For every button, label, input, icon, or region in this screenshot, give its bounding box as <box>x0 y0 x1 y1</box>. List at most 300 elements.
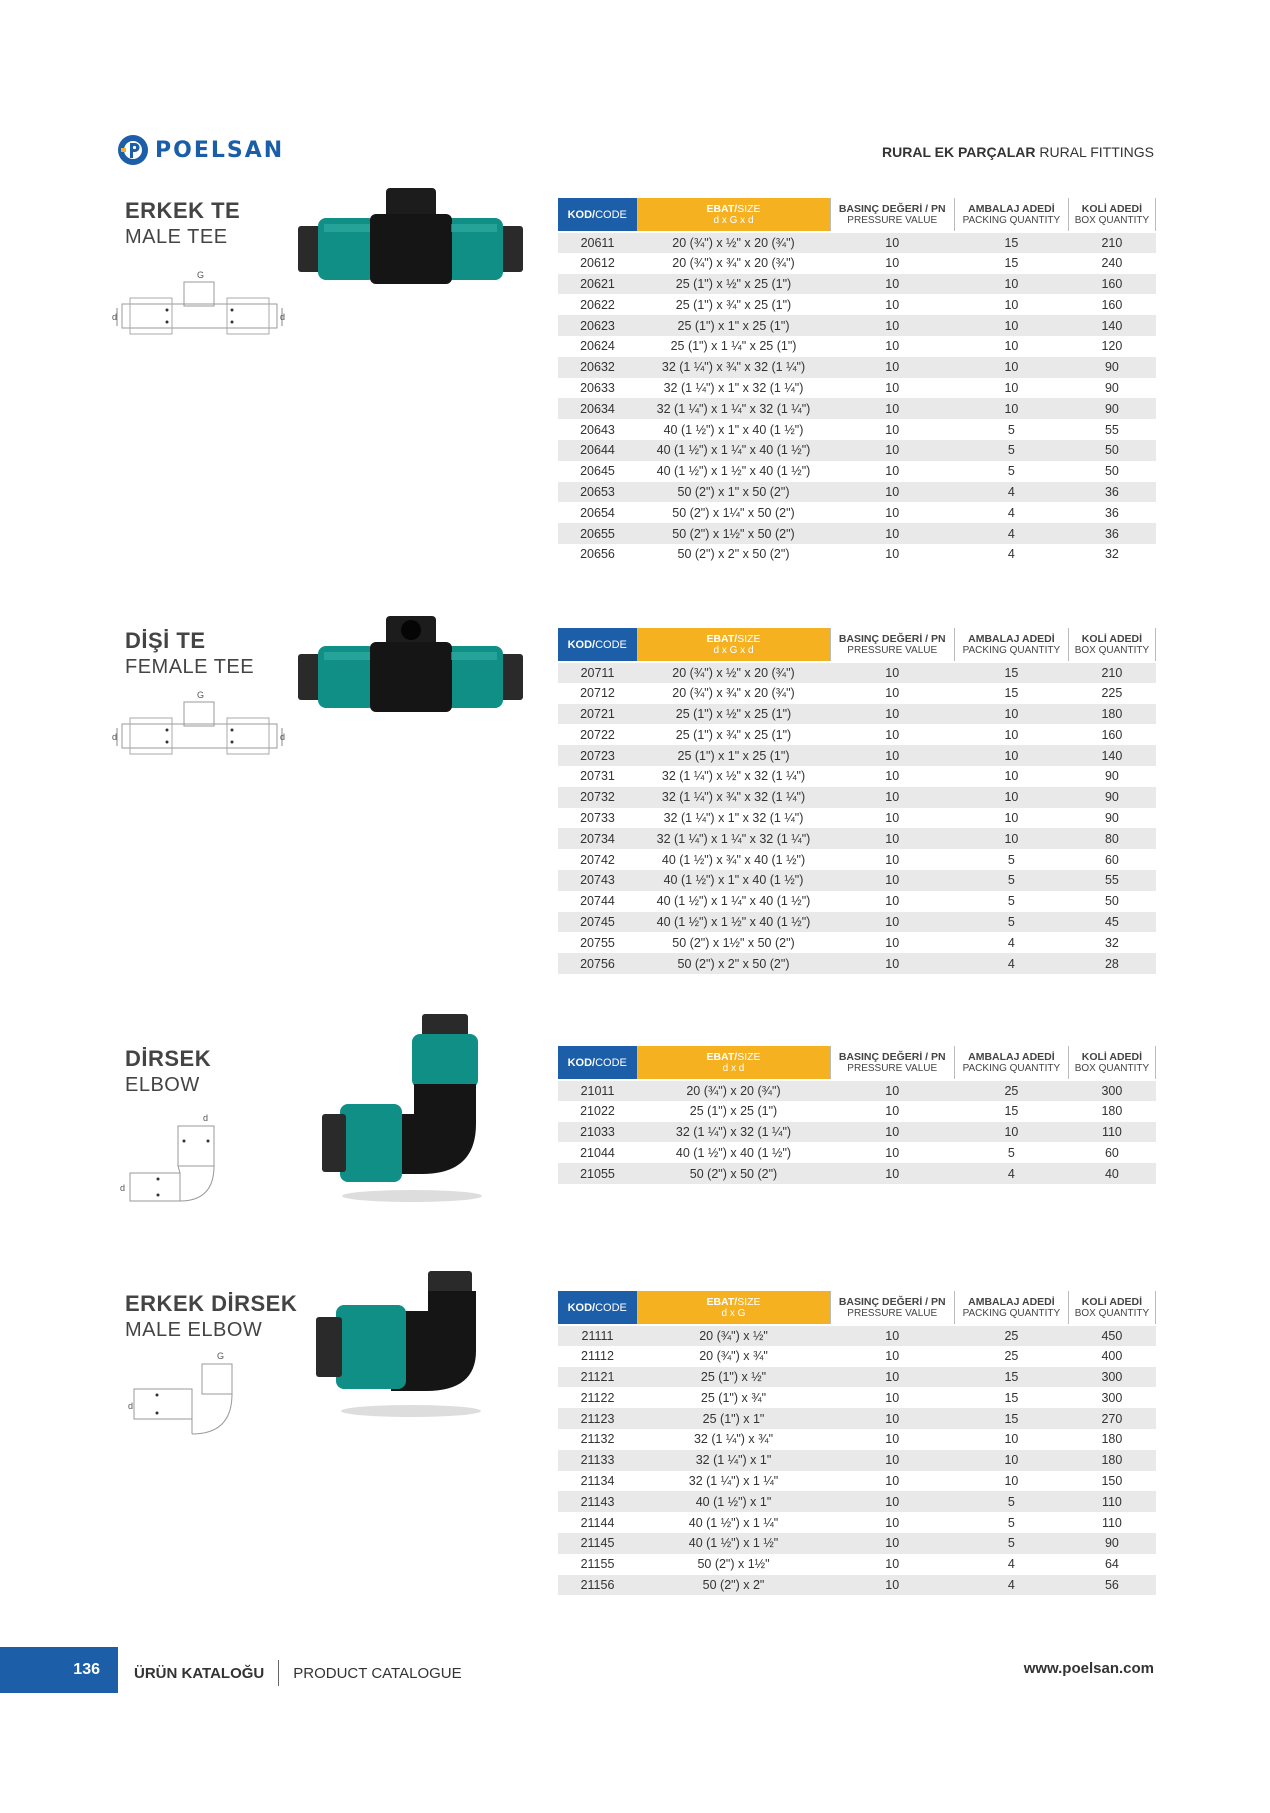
male-tee-diagram <box>112 268 287 348</box>
cell-size: 32 (1 ¼") x 1 ¼" <box>637 1471 830 1492</box>
table-row <box>558 745 1156 766</box>
cell-code: 20622 <box>558 294 637 315</box>
cell-code: 20621 <box>558 274 637 295</box>
cell-code: 20644 <box>558 440 637 461</box>
table-row <box>558 953 1156 974</box>
brand-name: POELSAN <box>155 137 285 163</box>
header-packing: AMBALAJ ADEDİ PACKING QUANTITY <box>954 1291 1068 1325</box>
cell-code: 21132 <box>558 1429 637 1450</box>
cell-packing: 4 <box>954 523 1068 544</box>
cell-pressure: 10 <box>830 932 954 953</box>
table-row <box>558 253 1156 274</box>
footer-divider <box>278 1660 279 1686</box>
table-row <box>558 1491 1156 1512</box>
table-body <box>558 662 1156 974</box>
header-code: KOD/CODE <box>558 1291 637 1325</box>
cell-box: 40 <box>1068 1163 1155 1184</box>
table-row <box>558 1387 1156 1408</box>
cell-packing: 10 <box>954 787 1068 808</box>
cell-size: 20 (¾") x 20 (¾") <box>637 1080 830 1101</box>
table-row <box>558 1080 1156 1101</box>
cell-size: 50 (2") x 1½" x 50 (2") <box>637 523 830 544</box>
section-subtitle: FEMALE TEE <box>125 656 255 678</box>
cell-code: 21112 <box>558 1346 637 1367</box>
cell-size: 20 (¾") x ¾" x 20 (¾") <box>637 253 830 274</box>
cell-size: 20 (¾") x ½" <box>637 1325 830 1346</box>
cell-code: 20745 <box>558 912 637 933</box>
header-pressure: BASINÇ DEĞERİ / PN PRESSURE VALUE <box>830 628 954 662</box>
cell-size: 32 (1 ¼") x ¾" <box>637 1429 830 1450</box>
diagram-label-d-right: d <box>280 732 286 742</box>
diagram-label-g: G <box>197 270 205 280</box>
cell-pressure: 10 <box>830 1080 954 1101</box>
cell-packing: 5 <box>954 1512 1068 1533</box>
table-row <box>558 1512 1156 1533</box>
cell-packing: 10 <box>954 745 1068 766</box>
header-pressure: BASINÇ DEĞERİ / PN PRESSURE VALUE <box>830 198 954 232</box>
header-size: EBAT/SIZE d x G x d <box>637 198 830 232</box>
table-row <box>558 1163 1156 1184</box>
cell-box: 150 <box>1068 1471 1155 1492</box>
cell-pressure: 10 <box>830 253 954 274</box>
table-row <box>558 1142 1156 1163</box>
table-row <box>558 502 1156 523</box>
cell-pressure: 10 <box>830 912 954 933</box>
cell-box: 50 <box>1068 891 1155 912</box>
page-category <box>882 144 1154 160</box>
cell-box: 28 <box>1068 953 1155 974</box>
cell-pressure: 10 <box>830 336 954 357</box>
cell-code: 20742 <box>558 849 637 870</box>
website-link[interactable]: www.poelsan.com <box>1023 1660 1154 1677</box>
table-body <box>558 232 1156 565</box>
cell-box: 90 <box>1068 357 1155 378</box>
header-pressure: BASINÇ DEĞERİ / PN PRESSURE VALUE <box>830 1046 954 1080</box>
cell-packing: 5 <box>954 1142 1068 1163</box>
cell-code: 20734 <box>558 828 637 849</box>
diagram-label-g: G <box>217 1351 225 1361</box>
header-code: KOD/CODE <box>558 198 637 232</box>
male-elbow-diagram <box>122 1349 262 1449</box>
table-row <box>558 808 1156 829</box>
cell-size: 20 (¾") x ½" x 20 (¾") <box>637 662 830 683</box>
section-subtitle: MALE TEE <box>125 226 228 248</box>
table-row <box>558 1367 1156 1388</box>
cell-pressure: 10 <box>830 828 954 849</box>
table-row <box>558 1429 1156 1450</box>
female-tee-product-image <box>298 616 523 716</box>
table-body <box>558 1080 1156 1184</box>
cell-size: 32 (1 ¼") x ¾" x 32 (1 ¼") <box>637 787 830 808</box>
cell-pressure: 10 <box>830 440 954 461</box>
cell-size: 32 (1 ¼") x 1 ¼" x 32 (1 ¼") <box>637 828 830 849</box>
table-row <box>558 1346 1156 1367</box>
table-header-row <box>558 198 1156 232</box>
cell-packing: 10 <box>954 274 1068 295</box>
cell-box: 90 <box>1068 766 1155 787</box>
table-row <box>558 1122 1156 1143</box>
cell-box: 90 <box>1068 398 1155 419</box>
cell-code: 20655 <box>558 523 637 544</box>
cell-box: 36 <box>1068 482 1155 503</box>
table-row <box>558 1450 1156 1471</box>
cell-box: 270 <box>1068 1408 1155 1429</box>
cell-box: 140 <box>1068 745 1155 766</box>
cell-size: 32 (1 ¼") x 1" <box>637 1450 830 1471</box>
cell-packing: 10 <box>954 315 1068 336</box>
table-row <box>558 357 1156 378</box>
table-row <box>558 849 1156 870</box>
cell-box: 210 <box>1068 232 1155 253</box>
cell-pressure: 10 <box>830 461 954 482</box>
cell-pressure: 10 <box>830 1491 954 1512</box>
cell-packing: 15 <box>954 683 1068 704</box>
page-number: 136 <box>0 1647 118 1693</box>
section-subtitle: ELBOW <box>125 1074 200 1096</box>
cell-packing: 10 <box>954 357 1068 378</box>
table-row <box>558 828 1156 849</box>
table-row <box>558 274 1156 295</box>
table-row <box>558 315 1156 336</box>
header-size: EBAT/SIZE d x G x d <box>637 628 830 662</box>
cell-code: 20653 <box>558 482 637 503</box>
cell-packing: 10 <box>954 1122 1068 1143</box>
cell-code: 20611 <box>558 232 637 253</box>
cell-box: 160 <box>1068 274 1155 295</box>
cell-box: 140 <box>1068 315 1155 336</box>
cell-size: 40 (1 ½") x 1" x 40 (1 ½") <box>637 419 830 440</box>
cell-packing: 10 <box>954 766 1068 787</box>
cell-box: 60 <box>1068 849 1155 870</box>
header-code: KOD/CODE <box>558 628 637 662</box>
cell-packing: 15 <box>954 1408 1068 1429</box>
cell-code: 21123 <box>558 1408 637 1429</box>
table-row <box>558 870 1156 891</box>
table-row <box>558 1325 1156 1346</box>
cell-code: 21133 <box>558 1450 637 1471</box>
cell-pressure: 10 <box>830 1450 954 1471</box>
cell-code: 20634 <box>558 398 637 419</box>
section-title: ERKEK TE <box>125 198 241 223</box>
cell-size: 50 (2") x 50 (2") <box>637 1163 830 1184</box>
cell-packing: 5 <box>954 419 1068 440</box>
cell-box: 300 <box>1068 1080 1155 1101</box>
cell-packing: 15 <box>954 1101 1068 1122</box>
cell-size: 40 (1 ½") x 1 ½" <box>637 1533 830 1554</box>
cell-pressure: 10 <box>830 1408 954 1429</box>
cell-code: 20732 <box>558 787 637 808</box>
cell-box: 225 <box>1068 683 1155 704</box>
cell-box: 400 <box>1068 1346 1155 1367</box>
cell-packing: 15 <box>954 1367 1068 1388</box>
header-box: KOLİ ADEDİ BOX QUANTITY <box>1068 628 1155 662</box>
cell-packing: 4 <box>954 1163 1068 1184</box>
header-code: KOD/CODE <box>558 1046 637 1080</box>
table-row <box>558 1575 1156 1596</box>
cell-size: 25 (1") x ½" <box>637 1367 830 1388</box>
cell-packing: 10 <box>954 1429 1068 1450</box>
cell-size: 40 (1 ½") x 1 ½" x 40 (1 ½") <box>637 461 830 482</box>
cell-size: 50 (2") x 2" <box>637 1575 830 1596</box>
cell-packing: 15 <box>954 1387 1068 1408</box>
table-row <box>558 1101 1156 1122</box>
cell-box: 210 <box>1068 662 1155 683</box>
cell-box: 180 <box>1068 1101 1155 1122</box>
cell-size: 32 (1 ¼") x ¾" x 32 (1 ¼") <box>637 357 830 378</box>
cell-code: 20612 <box>558 253 637 274</box>
cell-code: 21145 <box>558 1533 637 1554</box>
cell-code: 21111 <box>558 1325 637 1346</box>
cell-code: 20633 <box>558 378 637 399</box>
cell-box: 64 <box>1068 1554 1155 1575</box>
cell-size: 25 (1") x ½" x 25 (1") <box>637 704 830 725</box>
cell-packing: 5 <box>954 891 1068 912</box>
cell-pressure: 10 <box>830 1429 954 1450</box>
diagram-label-d-left: d <box>112 732 118 742</box>
header-box: KOLİ ADEDİ BOX QUANTITY <box>1068 198 1155 232</box>
header-pressure: BASINÇ DEĞERİ / PN PRESSURE VALUE <box>830 1291 954 1325</box>
table-row <box>558 544 1156 565</box>
cell-code: 21144 <box>558 1512 637 1533</box>
cell-size: 25 (1") x ½" x 25 (1") <box>637 274 830 295</box>
cell-box: 55 <box>1068 419 1155 440</box>
diagram-label-d: d <box>128 1401 134 1411</box>
cell-pressure: 10 <box>830 398 954 419</box>
cell-box: 60 <box>1068 1142 1155 1163</box>
cell-pressure: 10 <box>830 1367 954 1388</box>
diagram-label-d-left: d <box>120 1183 126 1193</box>
cell-box: 56 <box>1068 1575 1155 1596</box>
cell-pressure: 10 <box>830 704 954 725</box>
cell-box: 90 <box>1068 808 1155 829</box>
cell-packing: 10 <box>954 808 1068 829</box>
table-row <box>558 766 1156 787</box>
table-header-row <box>558 1046 1156 1080</box>
cell-box: 110 <box>1068 1122 1155 1143</box>
cell-pressure: 10 <box>830 315 954 336</box>
table-header-row <box>558 1291 1156 1325</box>
cell-pressure: 10 <box>830 232 954 253</box>
header-packing: AMBALAJ ADEDİ PACKING QUANTITY <box>954 1046 1068 1080</box>
cell-box: 90 <box>1068 378 1155 399</box>
cell-pressure: 10 <box>830 870 954 891</box>
cell-box: 32 <box>1068 932 1155 953</box>
table-row <box>558 378 1156 399</box>
cell-pressure: 10 <box>830 274 954 295</box>
table-row <box>558 232 1156 253</box>
cell-packing: 5 <box>954 849 1068 870</box>
cell-size: 40 (1 ½") x 1" <box>637 1491 830 1512</box>
cell-size: 40 (1 ½") x ¾" x 40 (1 ½") <box>637 849 830 870</box>
cell-pressure: 10 <box>830 808 954 829</box>
cell-packing: 4 <box>954 1554 1068 1575</box>
cell-code: 20755 <box>558 932 637 953</box>
cell-size: 32 (1 ¼") x 1" x 32 (1 ¼") <box>637 808 830 829</box>
cell-size: 40 (1 ½") x 1 ¼" <box>637 1512 830 1533</box>
cell-size: 32 (1 ¼") x 32 (1 ¼") <box>637 1122 830 1143</box>
table-row <box>558 1533 1156 1554</box>
table-row <box>558 294 1156 315</box>
brand-logo <box>117 134 284 166</box>
cell-pressure: 10 <box>830 953 954 974</box>
table-row <box>558 1471 1156 1492</box>
cell-pressure: 10 <box>830 745 954 766</box>
table-row <box>558 932 1156 953</box>
cell-packing: 25 <box>954 1346 1068 1367</box>
section-title: DİRSEK <box>125 1046 212 1071</box>
cell-box: 50 <box>1068 440 1155 461</box>
diagram-label-d-left: d <box>112 312 118 322</box>
footer-catalogue <box>134 1660 462 1686</box>
table-row <box>558 523 1156 544</box>
cell-box: 450 <box>1068 1325 1155 1346</box>
cell-packing: 4 <box>954 544 1068 565</box>
cell-code: 21155 <box>558 1554 637 1575</box>
diagram-label-d-right: d <box>280 312 286 322</box>
cell-size: 32 (1 ¼") x ½" x 32 (1 ¼") <box>637 766 830 787</box>
table-row <box>558 419 1156 440</box>
female-tee-table <box>558 628 1156 974</box>
cell-size: 25 (1") x 1 ¼" x 25 (1") <box>637 336 830 357</box>
poelsan-logo-icon <box>117 134 149 166</box>
cell-packing: 10 <box>954 294 1068 315</box>
cell-code: 20722 <box>558 724 637 745</box>
cell-code: 20645 <box>558 461 637 482</box>
cell-box: 90 <box>1068 1533 1155 1554</box>
cell-code: 20723 <box>558 745 637 766</box>
male-elbow-product-image <box>316 1271 491 1421</box>
cell-pressure: 10 <box>830 849 954 870</box>
elbow-table <box>558 1046 1156 1184</box>
table-row <box>558 336 1156 357</box>
section-title: ERKEK DİRSEK <box>125 1291 298 1316</box>
table-row <box>558 787 1156 808</box>
cell-packing: 15 <box>954 253 1068 274</box>
cell-pressure: 10 <box>830 1533 954 1554</box>
cell-box: 55 <box>1068 870 1155 891</box>
cell-size: 20 (¾") x ¾" <box>637 1346 830 1367</box>
table-row <box>558 891 1156 912</box>
cell-code: 20731 <box>558 766 637 787</box>
cell-pressure: 10 <box>830 787 954 808</box>
cell-code: 21022 <box>558 1101 637 1122</box>
cell-pressure: 10 <box>830 766 954 787</box>
cell-code: 20721 <box>558 704 637 725</box>
cell-size: 25 (1") x ¾" x 25 (1") <box>637 724 830 745</box>
catalogue-tr: ÜRÜN KATALOĞU <box>134 1664 265 1682</box>
cell-pressure: 10 <box>830 294 954 315</box>
cell-box: 180 <box>1068 1429 1155 1450</box>
cell-pressure: 10 <box>830 502 954 523</box>
table-body <box>558 1325 1156 1595</box>
cell-box: 160 <box>1068 724 1155 745</box>
cell-packing: 25 <box>954 1325 1068 1346</box>
cell-code: 20733 <box>558 808 637 829</box>
cell-packing: 5 <box>954 1533 1068 1554</box>
cell-packing: 4 <box>954 502 1068 523</box>
cell-size: 50 (2") x 1½" <box>637 1554 830 1575</box>
table-row <box>558 683 1156 704</box>
cell-code: 21134 <box>558 1471 637 1492</box>
diagram-label-g: G <box>197 690 205 700</box>
catalogue-en: PRODUCT CATALOGUE <box>293 1664 462 1682</box>
table-row <box>558 461 1156 482</box>
cell-packing: 10 <box>954 1471 1068 1492</box>
cell-size: 25 (1") x 1" x 25 (1") <box>637 315 830 336</box>
cell-box: 180 <box>1068 704 1155 725</box>
cell-box: 110 <box>1068 1491 1155 1512</box>
category-en: RURAL FITTINGS <box>1039 144 1154 160</box>
cell-size: 25 (1") x 25 (1") <box>637 1101 830 1122</box>
cell-code: 21033 <box>558 1122 637 1143</box>
cell-packing: 10 <box>954 398 1068 419</box>
cell-size: 20 (¾") x ½" x 20 (¾") <box>637 232 830 253</box>
cell-pressure: 10 <box>830 357 954 378</box>
table-row <box>558 398 1156 419</box>
cell-code: 20624 <box>558 336 637 357</box>
cell-pressure: 10 <box>830 724 954 745</box>
cell-packing: 5 <box>954 461 1068 482</box>
cell-size: 50 (2") x 1" x 50 (2") <box>637 482 830 503</box>
cell-pressure: 10 <box>830 1554 954 1575</box>
cell-code: 21122 <box>558 1387 637 1408</box>
cell-size: 50 (2") x 2" x 50 (2") <box>637 544 830 565</box>
cell-code: 21156 <box>558 1575 637 1596</box>
cell-code: 20656 <box>558 544 637 565</box>
cell-size: 40 (1 ½") x 1 ½" x 40 (1 ½") <box>637 912 830 933</box>
table-row <box>558 440 1156 461</box>
cell-size: 40 (1 ½") x 1 ¼" x 40 (1 ½") <box>637 891 830 912</box>
cell-code: 21143 <box>558 1491 637 1512</box>
cell-code: 20712 <box>558 683 637 704</box>
cell-packing: 5 <box>954 440 1068 461</box>
cell-packing: 10 <box>954 1450 1068 1471</box>
cell-packing: 5 <box>954 870 1068 891</box>
cell-packing: 15 <box>954 232 1068 253</box>
table-row <box>558 724 1156 745</box>
female-tee-diagram <box>112 688 287 768</box>
cell-size: 25 (1") x ¾" <box>637 1387 830 1408</box>
cell-pressure: 10 <box>830 1163 954 1184</box>
cell-code: 20654 <box>558 502 637 523</box>
cell-pressure: 10 <box>830 1101 954 1122</box>
cell-box: 300 <box>1068 1387 1155 1408</box>
cell-pressure: 10 <box>830 1471 954 1492</box>
cell-code: 20711 <box>558 662 637 683</box>
cell-code: 20743 <box>558 870 637 891</box>
header-packing: AMBALAJ ADEDİ PACKING QUANTITY <box>954 198 1068 232</box>
cell-box: 50 <box>1068 461 1155 482</box>
cell-box: 36 <box>1068 502 1155 523</box>
cell-box: 160 <box>1068 294 1155 315</box>
cell-code: 21121 <box>558 1367 637 1388</box>
cell-size: 32 (1 ¼") x 1 ¼" x 32 (1 ¼") <box>637 398 830 419</box>
male-elbow-table <box>558 1291 1156 1595</box>
cell-pressure: 10 <box>830 1325 954 1346</box>
cell-size: 25 (1") x 1" <box>637 1408 830 1429</box>
cell-size: 25 (1") x ¾" x 25 (1") <box>637 294 830 315</box>
cell-packing: 25 <box>954 1080 1068 1101</box>
cell-pressure: 10 <box>830 1512 954 1533</box>
cell-packing: 10 <box>954 336 1068 357</box>
cell-code: 21044 <box>558 1142 637 1163</box>
cell-size: 20 (¾") x ¾" x 20 (¾") <box>637 683 830 704</box>
table-row <box>558 1554 1156 1575</box>
cell-pressure: 10 <box>830 419 954 440</box>
table-row <box>558 1408 1156 1429</box>
section-title: DİŞİ TE <box>125 628 206 653</box>
elbow-product-image <box>322 1014 497 1204</box>
